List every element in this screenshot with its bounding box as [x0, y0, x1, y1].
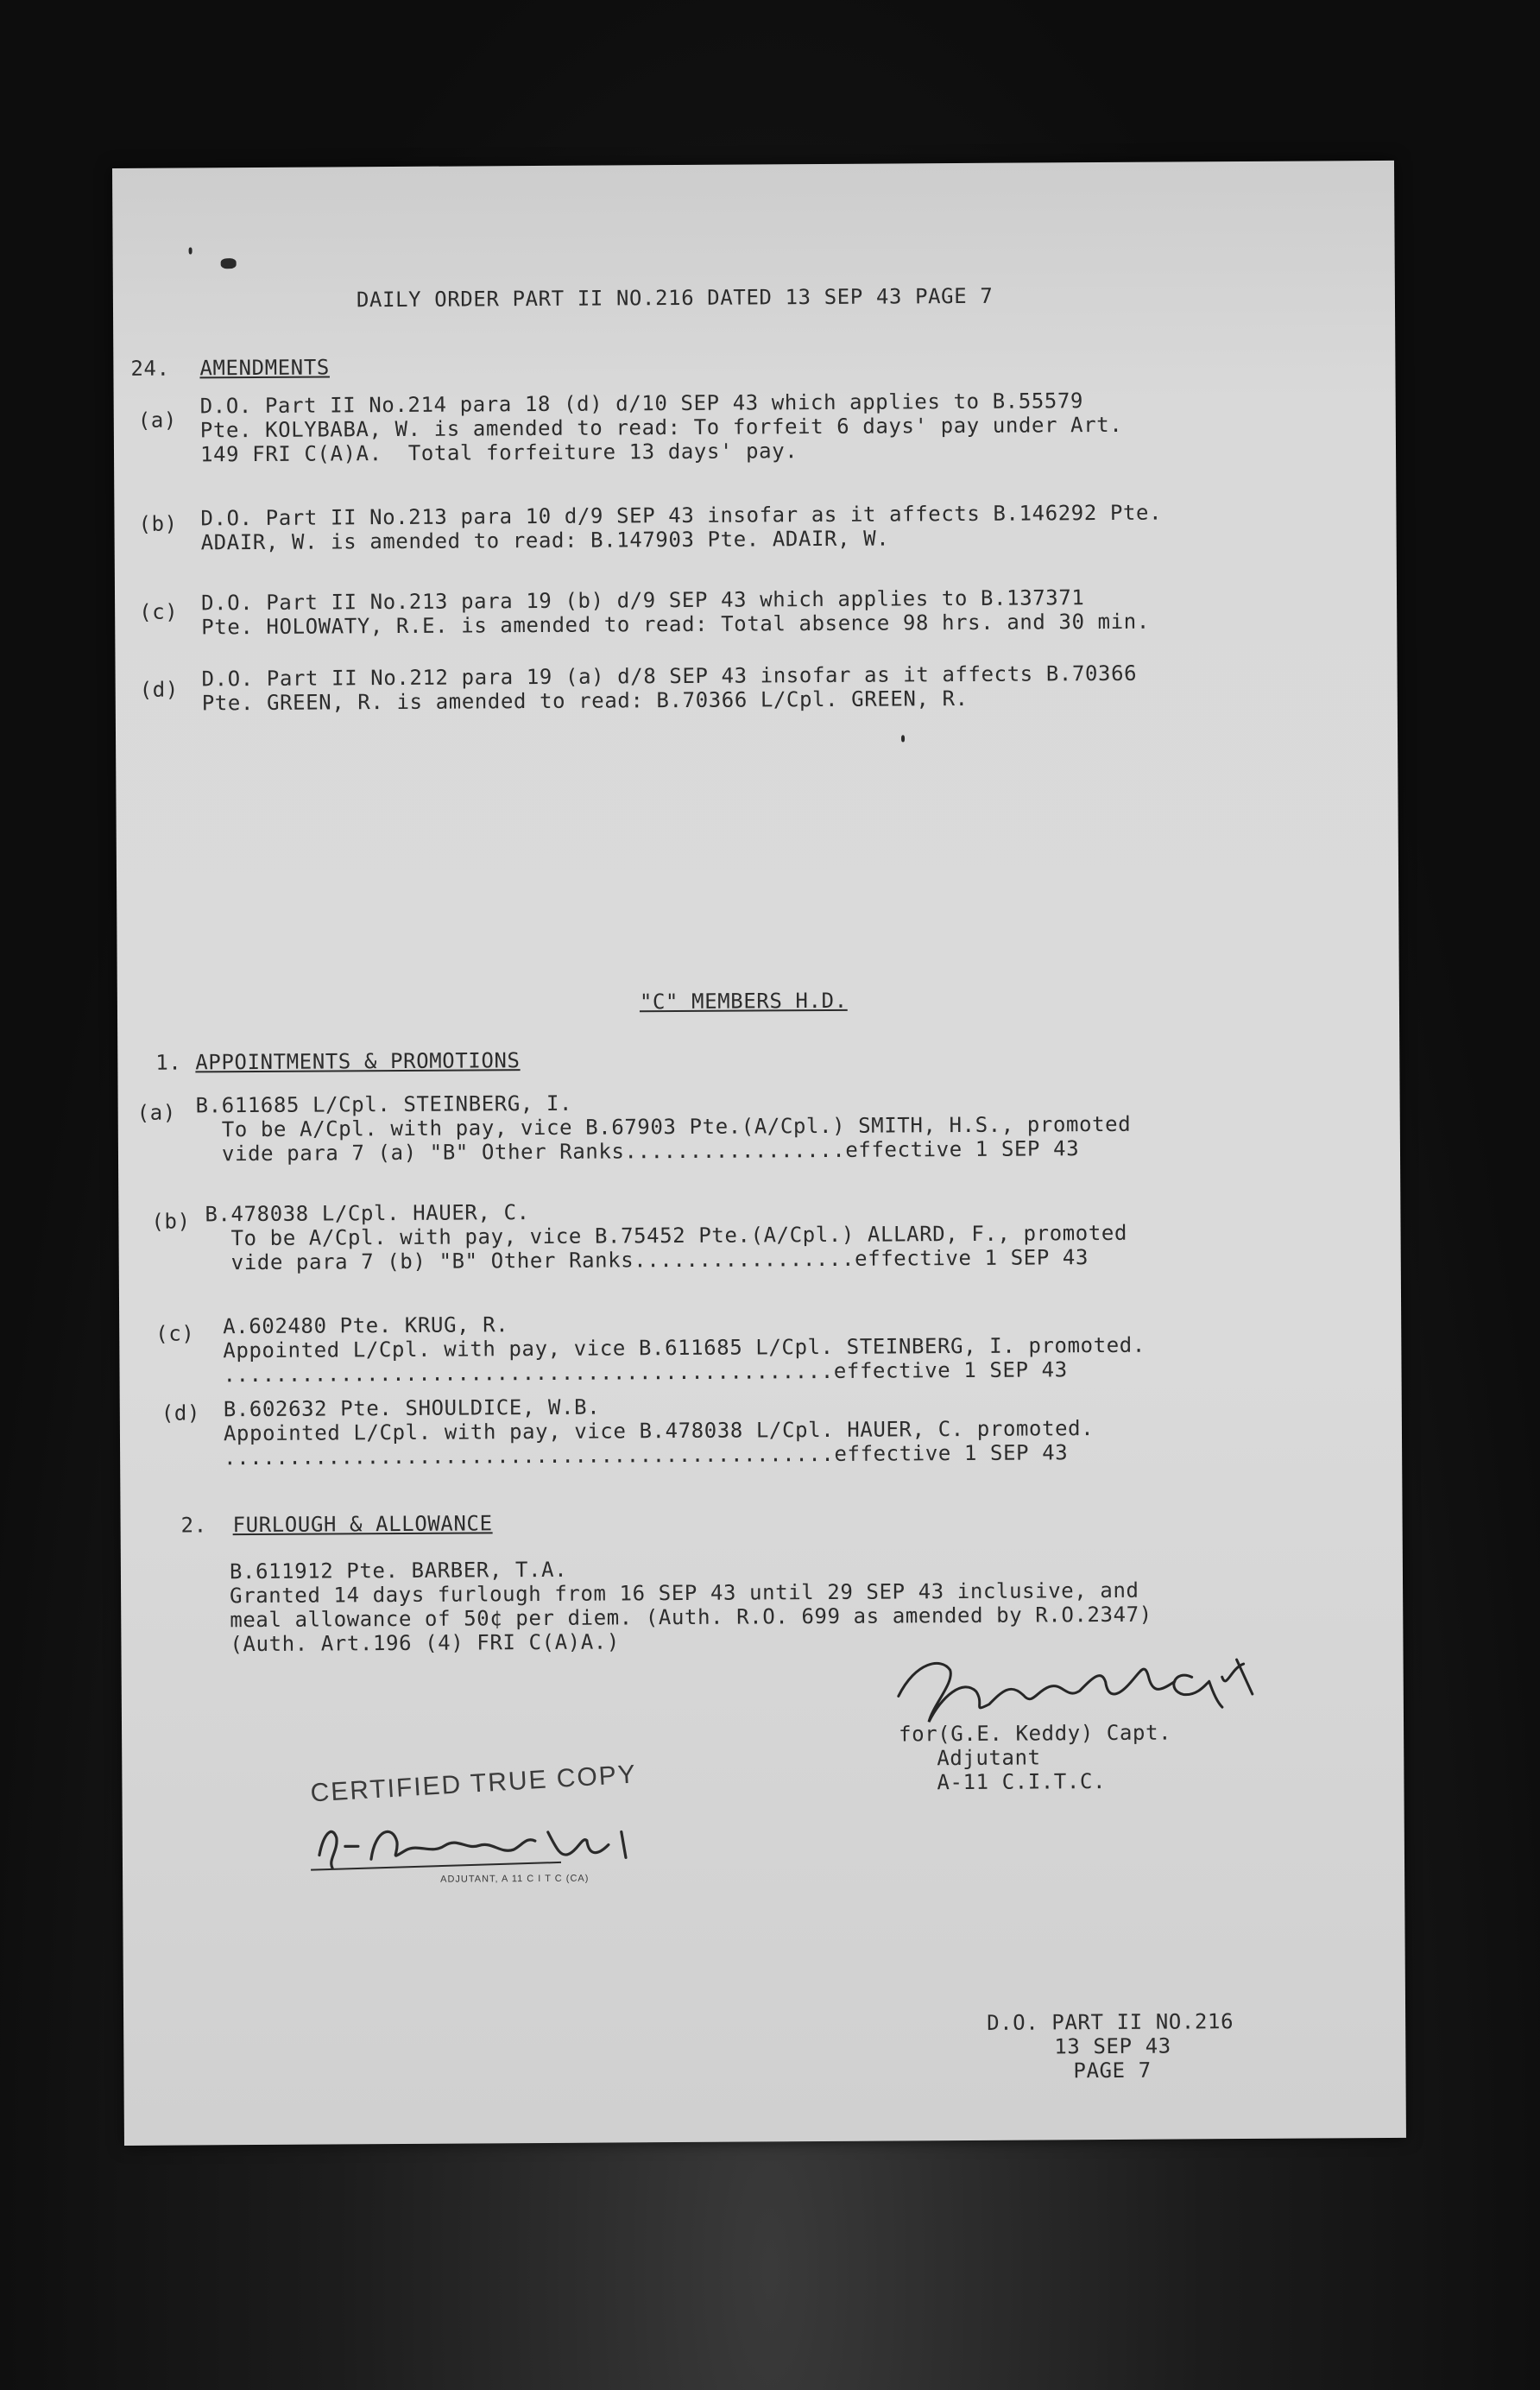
stamp-title: CERTIFIED TRUE COPY	[309, 1760, 638, 1808]
item-line: D.O. Part II No.213 para 19 (b) d/9 SEP 43 which applies to B.137371	[200, 585, 1085, 616]
item-line: B.478038 L/Cpl. HAUER, C.	[205, 1200, 530, 1227]
item-label: (c)	[155, 1321, 195, 1346]
ink-mark	[221, 258, 237, 269]
item-line: vide para 7 (a) "B" Other Ranks.................effective 1 SEP 43	[221, 1136, 1080, 1167]
item-line: vide para 7 (b) "B" Other Ranks.................effective 1 SEP 43	[230, 1245, 1089, 1275]
signature-line: A-11 C.I.T.C.	[937, 1769, 1107, 1795]
item-line: ...............................................effective 1 SEP 43	[224, 1440, 1069, 1470]
item-label: (a)	[136, 1100, 176, 1125]
furlough-line: meal allowance of 50¢ per diem. (Auth. R.O. 699 as amended by R.O.2347)	[230, 1602, 1152, 1633]
footer-line: PAGE 7	[1073, 2058, 1152, 2083]
signature-line: Adjutant	[937, 1745, 1041, 1771]
item-label: (d)	[139, 677, 179, 702]
item-line: B.611685 L/Cpl. STEINBERG, I.	[195, 1091, 573, 1118]
item-line: To be A/Cpl. with pay, vice B.67903 Pte.(A/Cpl.) SMITH, H.S., promoted	[221, 1111, 1132, 1142]
document-page	[112, 161, 1406, 2146]
item-label: (a)	[137, 408, 178, 433]
item-line: ...............................................effective 1 SEP 43	[223, 1357, 1068, 1388]
item-line: D.O. Part II No.214 para 18 (d) d/10 SEP 43 which applies to B.55579	[199, 389, 1084, 419]
ink-mark	[901, 735, 905, 742]
section-heading: FURLOUGH & ALLOWANCE	[232, 1511, 493, 1538]
item-label: (b)	[151, 1209, 191, 1234]
section-heading: APPOINTMENTS & PROMOTIONS	[195, 1048, 521, 1075]
item-line: Appointed L/Cpl. with pay, vice B.611685 L/Cpl. STEINBERG, I. promoted.	[223, 1332, 1146, 1363]
signature-line: for(G.E. Keddy) Capt.	[899, 1720, 1172, 1747]
furlough-line: Granted 14 days furlough from 16 SEP 43 until 29 SEP 43 inclusive, and	[230, 1578, 1139, 1609]
item-line: To be A/Cpl. with pay, vice B.75452 Pte.(A/Cpl.) ALLARD, F., promoted	[230, 1220, 1128, 1251]
item-line: 149 FRI C(A)A. Total forfeiture 13 days' pay.	[199, 439, 798, 467]
stamp-subtext: ADJUTANT, A 11 C I T C (CA)	[440, 1873, 590, 1885]
section-number: 2.	[180, 1513, 207, 1538]
section-heading: AMENDMENTS	[199, 355, 330, 381]
item-line: Appointed L/Cpl. with pay, vice B.478038 L/Cpl. HAUER, C. promoted.	[223, 1416, 1095, 1446]
furlough-line: (Auth. Art.196 (4) FRI C(A)A.)	[230, 1629, 621, 1657]
item-line: D.O. Part II No.212 para 19 (a) d/8 SEP 43 insofar as it affects B.70366	[201, 661, 1138, 692]
item-line: Pte. GREEN, R. is amended to read: B.70366 L/Cpl. GREEN, R.	[201, 686, 969, 716]
item-line: ADAIR, W. is amended to read: B.147903 Pte. ADAIR, W.	[200, 526, 890, 555]
item-line: B.602632 Pte. SHOULDICE, W.B.	[223, 1394, 601, 1422]
section-number: 24.	[130, 356, 170, 381]
item-label: (b)	[138, 511, 178, 536]
furlough-line: B.611912 Pte. BARBER, T.A.	[229, 1557, 568, 1584]
ink-mark	[189, 247, 192, 254]
certified-stamp	[309, 1760, 716, 1920]
item-label: (c)	[139, 599, 179, 624]
document-header: DAILY ORDER PART II NO.216 DATED 13 SEP 43 PAGE 7	[356, 283, 994, 313]
item-line: A.602480 Pte. KRUG, R.	[223, 1312, 509, 1339]
footer-line: D.O. PART II NO.216	[987, 2009, 1234, 2035]
item-line: Pte. HOLOWATY, R.E. is amended to read: Total absence 98 hrs. and 30 min.	[201, 609, 1150, 640]
subtitle: "C" MEMBERS H.D.	[639, 988, 848, 1015]
stamp-signature	[311, 1805, 716, 1877]
item-line: Pte. KOLYBABA, W. is amended to read: To forfeit 6 days' pay under Art.	[199, 412, 1123, 443]
section-number: 1.	[155, 1050, 182, 1075]
item-line: D.O. Part II No.213 para 10 d/9 SEP 43 insofar as it affects B.146292 Pte.	[200, 500, 1163, 531]
item-label: (d)	[161, 1400, 201, 1426]
footer-line: 13 SEP 43	[1054, 2033, 1171, 2059]
